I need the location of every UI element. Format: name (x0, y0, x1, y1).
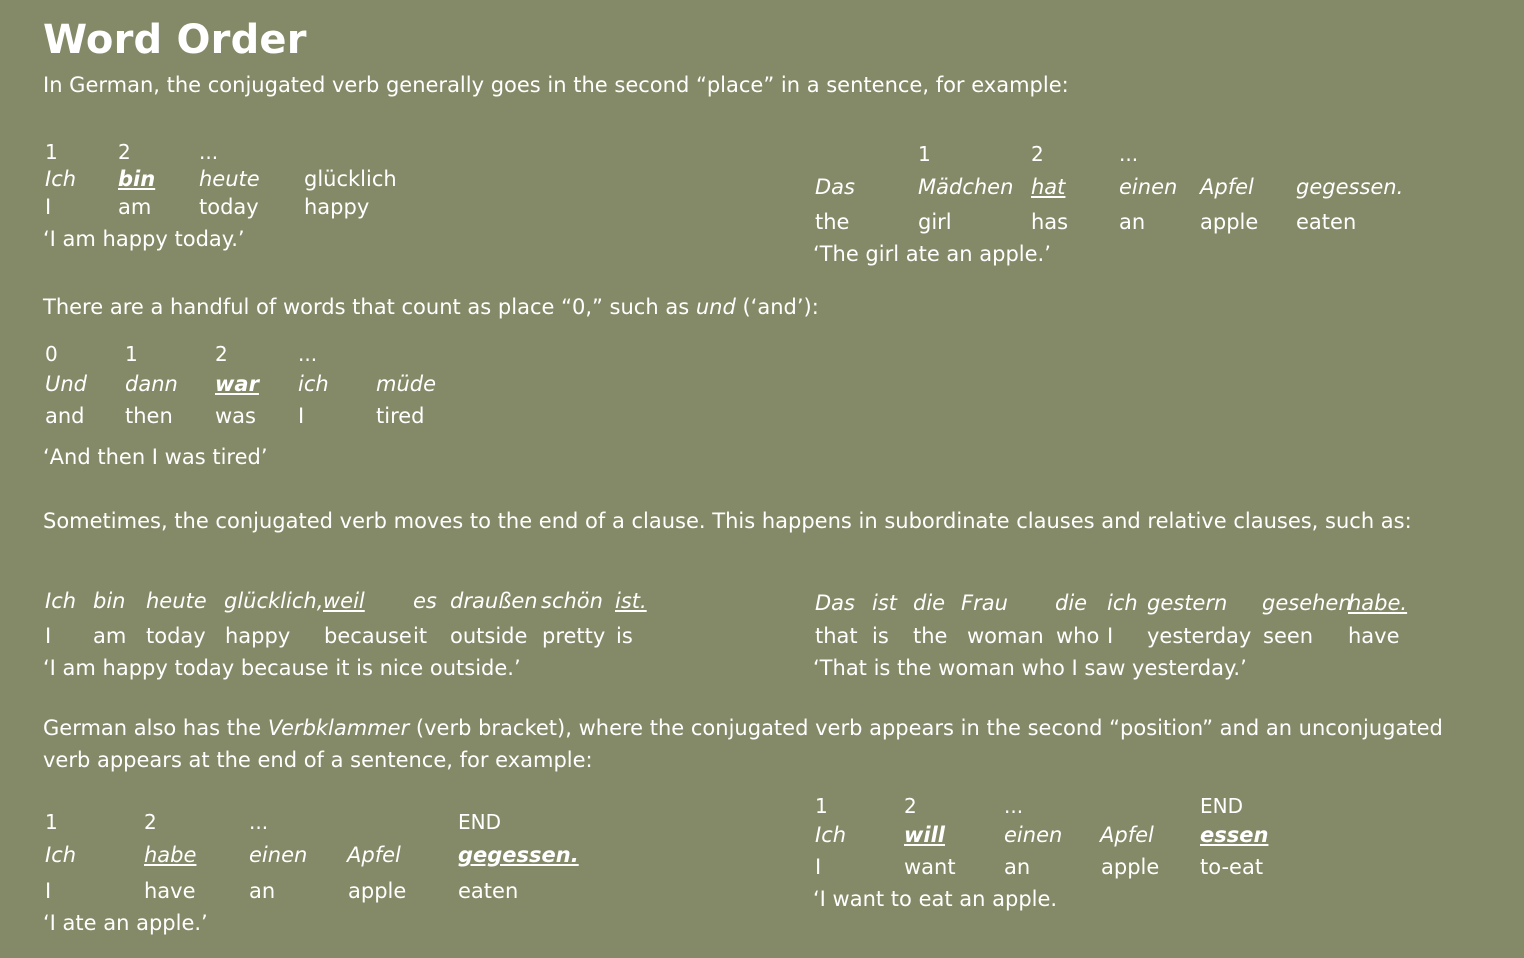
english-gloss: have (1348, 624, 1400, 648)
page-title: Word Order (43, 17, 307, 63)
conjugated-verb: will (904, 823, 945, 847)
english-gloss: because (324, 624, 412, 648)
german-word: ich (1107, 591, 1138, 615)
translation: ‘I am happy today.’ (43, 227, 245, 251)
english-gloss: and (45, 404, 85, 428)
german-word: einen (1004, 823, 1063, 847)
english-gloss: eaten (458, 879, 519, 903)
english-gloss: has (1031, 210, 1069, 234)
german-word: Ich (815, 823, 847, 847)
german-word: Mädchen (918, 175, 1014, 199)
german-word: glücklich, (224, 589, 324, 613)
german-word: ist (872, 591, 898, 615)
english-gloss: pretty (542, 624, 606, 648)
english-gloss: the (815, 210, 850, 234)
english-gloss: is (616, 624, 633, 648)
english-gloss: apple (1101, 855, 1160, 879)
position-number: ... (1119, 142, 1139, 166)
english-gloss: was (215, 404, 256, 428)
german-word: Ich (45, 167, 77, 191)
english-gloss: seen (1263, 624, 1314, 648)
german-word: müde (376, 372, 437, 396)
english-gloss: am (118, 195, 152, 219)
translation: ‘I ate an apple.’ (43, 911, 208, 935)
english-gloss: it (413, 624, 428, 648)
position-number: 2 (215, 342, 228, 366)
position-number: ... (249, 810, 269, 834)
german-word: gesehen (1262, 591, 1352, 615)
position-number: 2 (144, 810, 157, 834)
english-gloss: happy (225, 624, 291, 648)
intro-paragraph: In German, the conjugated verb generally goes in the second “place” in a sentence, for example: (43, 73, 1069, 97)
english-gloss: eaten (1296, 210, 1357, 234)
position-number: ... (1004, 794, 1024, 818)
subordinate-clause-paragraph: Sometimes, the conjugated verb moves to the end of a clause. This happens in subordinate clauses and relative clauses, such as: (43, 509, 1412, 533)
german-word: bin (93, 589, 126, 613)
english-gloss: apple (1200, 210, 1259, 234)
german-word: gestern (1147, 591, 1228, 615)
conjugated-verb: war (215, 372, 259, 396)
english-gloss: to-eat (1200, 855, 1264, 879)
german-word: ich (298, 372, 329, 396)
english-gloss: tired (376, 404, 425, 428)
position-number: 1 (125, 342, 138, 366)
position-number: 1 (45, 140, 58, 164)
paragraph-text: (verb bracket), where the conjugated verb appears in the second “position” and an unconjugated verb appears at the end of a sentence, for example: (43, 716, 1443, 772)
position-number: 2 (1031, 142, 1044, 166)
english-gloss: I (815, 855, 822, 879)
english-gloss: who (1056, 624, 1100, 648)
german-word: Das (815, 591, 855, 615)
german-word: gegessen. (1296, 175, 1404, 199)
position-number: END (1200, 794, 1243, 818)
english-gloss: then (125, 404, 173, 428)
english-gloss: I (45, 195, 52, 219)
paragraph-text: German also has the (43, 716, 268, 740)
english-gloss: yesterday (1147, 624, 1252, 648)
english-gloss: I (45, 624, 52, 648)
german-word: die (1055, 591, 1088, 615)
conjugated-verb: hat (1031, 175, 1066, 199)
german-word: heute (146, 589, 207, 613)
german-word: einen (249, 843, 308, 867)
position-number: 0 (45, 342, 58, 366)
german-word: schön (541, 589, 603, 613)
unconjugated-verb: gegessen. (458, 843, 579, 867)
conjugated-verb: habe (144, 843, 197, 867)
conjugated-verb: bin (118, 167, 156, 191)
german-word: heute (199, 167, 260, 191)
german-word: glücklich (304, 167, 397, 191)
english-gloss: today (199, 195, 259, 219)
english-gloss: want (904, 855, 956, 879)
english-gloss: today (146, 624, 206, 648)
english-gloss: woman (967, 624, 1044, 648)
position-number: END (458, 810, 501, 834)
translation: ‘I am happy today because it is nice outside.’ (43, 656, 521, 680)
english-gloss: the (913, 624, 948, 648)
position-number: 1 (815, 794, 828, 818)
german-word: Apfel (1200, 175, 1254, 199)
position-number: 1 (918, 142, 931, 166)
position-number: ... (298, 342, 318, 366)
english-gloss: have (144, 879, 196, 903)
english-gloss: that (815, 624, 858, 648)
german-word: Das (815, 175, 855, 199)
italic-term: und (695, 295, 736, 319)
verbklammer-paragraph (43, 712, 1463, 776)
german-word: einen (1119, 175, 1178, 199)
german-word: Ich (45, 589, 77, 613)
english-gloss: outside (450, 624, 528, 648)
position-number: 2 (904, 794, 917, 818)
german-word: dann (125, 372, 178, 396)
german-word: Frau (961, 591, 1008, 615)
english-gloss: an (1004, 855, 1031, 879)
english-gloss: I (298, 404, 305, 428)
english-gloss: is (872, 624, 889, 648)
german-word: Und (45, 372, 88, 396)
translation: ‘And then I was tired’ (43, 445, 268, 469)
german-word: die (913, 591, 946, 615)
subordinating-conjunction: weil (323, 589, 365, 613)
english-gloss: am (93, 624, 127, 648)
english-gloss: an (249, 879, 276, 903)
paragraph-text: There are a handful of words that count as place “0,” such as (43, 295, 696, 319)
german-word: draußen (450, 589, 538, 613)
unconjugated-verb: essen (1200, 823, 1269, 847)
translation: ‘That is the woman who I saw yesterday.’ (813, 656, 1247, 680)
conjugated-verb: habe. (1348, 591, 1408, 615)
german-word: Ich (45, 843, 77, 867)
italic-term: Verbklammer (267, 716, 410, 740)
position-number: ... (199, 140, 219, 164)
german-word: es (413, 589, 437, 613)
english-gloss: an (1119, 210, 1146, 234)
place-zero-paragraph (43, 295, 819, 320)
position-number: 1 (45, 810, 58, 834)
english-gloss: I (1107, 624, 1114, 648)
paragraph-text: (‘and’): (735, 295, 819, 319)
translation: ‘The girl ate an apple.’ (813, 242, 1051, 266)
conjugated-verb: ist. (615, 589, 647, 613)
english-gloss: apple (348, 879, 407, 903)
english-gloss: girl (918, 210, 952, 234)
english-gloss: I (45, 879, 52, 903)
position-number: 2 (118, 140, 131, 164)
english-gloss: happy (304, 195, 370, 219)
translation: ‘I want to eat an apple. (813, 887, 1058, 911)
german-word: Apfel (1100, 823, 1154, 847)
german-word: Apfel (347, 843, 401, 867)
